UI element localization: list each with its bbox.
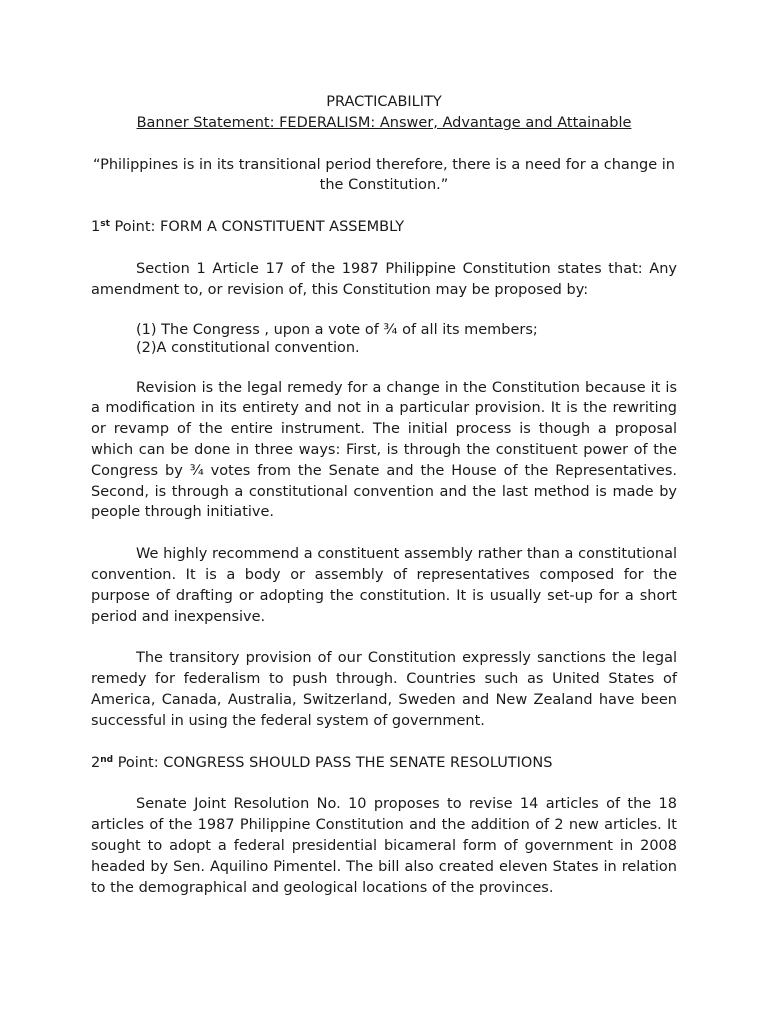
point-2-heading — [91, 753, 677, 774]
document-title: PRACTICABILITY — [326, 94, 442, 110]
list-item: (1) The Congress , upon a vote of ¾ of all its members; — [136, 321, 538, 338]
paragraph-transitory-provision: The transitory provision of our Constitution expressly sanctions the legal remedy for federalism to push through. Countries such as United States of America, Canada, Australia, Switzerland, Sweden and New Zealand have been successful in using the federal system of government. — [91, 650, 677, 729]
paragraph-section-1: Section 1 Article 17 of the 1987 Philippine Constitution states that: Any amendment to, or revision of, this Constitution may be proposed by: — [91, 260, 677, 298]
point-2-number: 2 — [91, 754, 101, 771]
proposal-methods-list — [136, 321, 677, 357]
banner-statement: Banner Statement: FEDERALISM: Answer, Advantage and Attainable — [136, 114, 632, 131]
point-2-ordinal-suffix: nd — [100, 754, 114, 765]
paragraph-revision: Revision is the legal remedy for a change in the Constitution because it is a modification in its entirety and not in a particular provision. It is the rewriting or revamp of the entire instrument. The initial process is though a proposal which can be done in three ways: First, is through the constituent power of the Congress by ¾ votes from the Senate and the House of the Representatives. Second, is through a constitutional convention and the last method is made by people through initiative. — [91, 379, 677, 521]
quote-paragraph: “Philippines is in its transitional period therefore, there is a need for a change in the Constitution.” — [93, 156, 675, 194]
paragraph-senate-resolution: Senate Joint Resolution No. 10 proposes to revise 14 articles of the 18 articles of the 1987 Philippine Constitution and the addition of 2 new articles. It sought to adopt a federal presidential bicameral form of government in 2008 headed by Sen. Aquilino Pimentel. The bill also created eleven States in relation to the demographical and geological locations of the provinces. — [91, 796, 677, 896]
document-page — [91, 92, 677, 898]
point-1-heading — [91, 217, 677, 238]
point-1-number: 1 — [91, 219, 101, 236]
point-1-label: Point: FORM A CONSTITUENT ASSEMBLY — [109, 219, 405, 236]
paragraph-recommendation: We highly recommend a constituent assembly rather than a constitutional convention. It is a body or assembly of representatives composed for the purpose of drafting or adopting the constitution. It is usually set-up for a short period and inexpensive. — [91, 546, 677, 625]
point-2-label: Point: CONGRESS SHOULD PASS THE SENATE RESOLUTIONS — [113, 754, 553, 771]
list-item: (2)A constitutional convention. — [136, 339, 360, 356]
point-1-ordinal-suffix: st — [100, 219, 110, 230]
